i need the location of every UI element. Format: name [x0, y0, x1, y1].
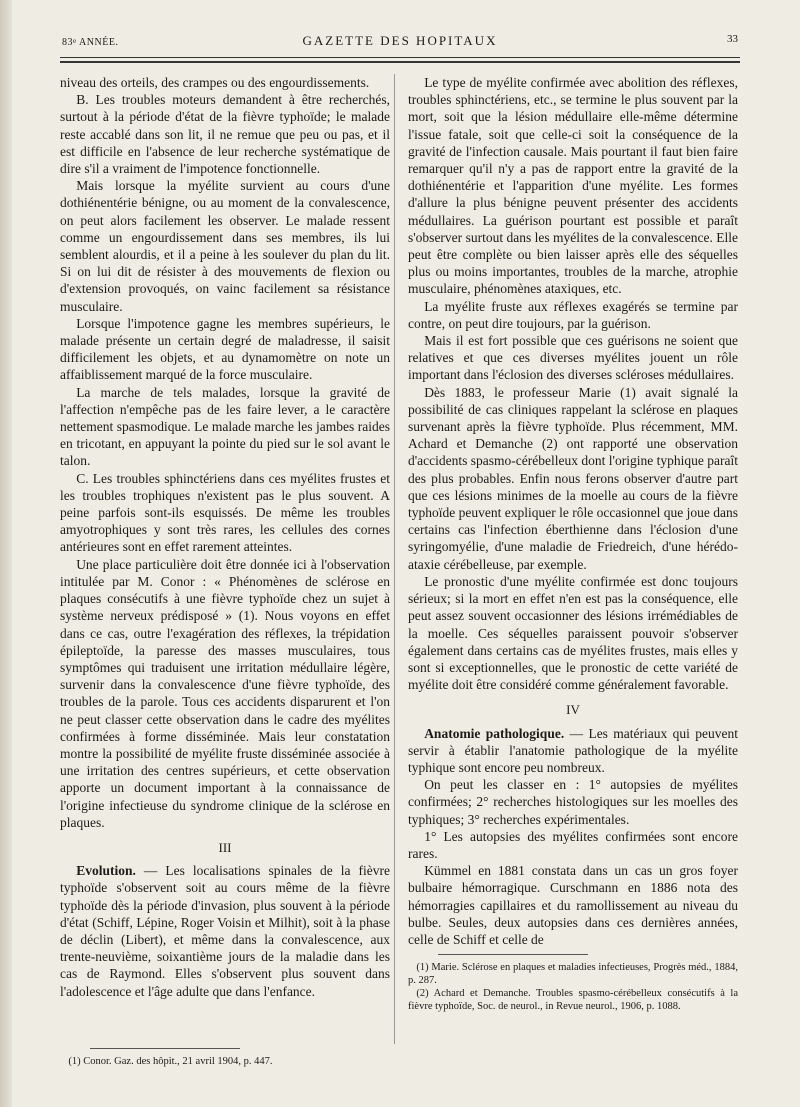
- footnote-rule: [438, 954, 588, 955]
- footnote-rule: [90, 1048, 240, 1049]
- section-heading: Anatomie pathologique.: [424, 725, 565, 741]
- paragraph: On peut les classer en : 1° autopsies de myélites confirmées; 2° recherches histologiques sur les moelles des typhiques; 3° recherches expérimentales.: [408, 777, 738, 827]
- paragraph: Mais lorsque la myélite survient au cours d'une dothiénentérie bénigne, ou au moment de la convalescence, on peut alors facilement les observer. Le malade ressent comme un engourdissement dans ses membres, ils lui semblent alourdis, et il a peine à les soulever du plan du lit. Si on lui dit de résister à des mouvements de flexion ou d'extension provoqués, on vainc facilement sa résistance musculaire.: [60, 178, 390, 314]
- paragraph: Une place particulière doit être donnée ici à l'observation intitulée par M. Conor : « Phénomènes de sclérose en plaques consécutifs à une fièvre typhoïde chez un sujet à système nerveux prédisposé » (1). Nous voyons en effet dans ce cas, outre l'exagération des réflexes, la trépidation épileptoïde, la paresse des masses musculaires, tous symptômes qui traduisent une irritation médullaire légère, survenir dans la convalescence d'une fièvre typhoïde, des troubles de la parole. Tous ces accidents disparurent et l'on ne peut classer cette observation dans le cadre des myélites confirmées à forme disséminée. Mais leur constatation montre la possibilité de myélite fruste disséminée associée à une irritation des centres supérieurs, et cette observation apporte un document important à la connaissance de l'origine infectieuse du syndrome clinique de la sclérose en plaques.: [60, 556, 390, 830]
- paragraph: Le pronostic d'une myélite confirmée est donc toujours sérieux; si la mort en effet n'en est pas la conséquence, elle peut assez souvent occasionner des lésions irrémédiables de la moelle. Ces séquelles paraissent pouvoir s'observer également dans certains cas de myélites frustes, mais elles y sont si exceptionnelles, que le pronostic de cette variété de myélite doit être considéré comme généralement favorable.: [408, 573, 738, 693]
- footnote: (2) Achard et Demanche. Troubles spasmo-cérébelleux consécutifs à la fièvre typhoïde, Soc. de neurol., in Revue neurol., 1906, p. 1088.: [408, 988, 738, 1013]
- journal-title: GAZETTE DES HOPITAUX: [302, 33, 498, 48]
- issue-label: 83e ANNÉE.: [62, 37, 119, 48]
- paragraph: B. Les troubles moteurs demandent à être recherchés, surtout à la période d'état de la fièvre typhoïde; le malade reste accablé dans son lit, il ne remue que peu ou pas, et il est difficile en l'absence de leur recherche systématique de dire s'il a vraiment de l'impotence fonctionnelle.: [60, 92, 390, 177]
- section-heading: Evolution.: [76, 863, 136, 879]
- paragraph: La marche de tels malades, lorsque la gravité de l'affection n'empêche pas de les faire lever, a le caractère nettement spasmodique. Le malade marche les jambes raides en tricotant, en appuyant la pointe du pied sur le sol avant le talon.: [60, 384, 390, 469]
- paragraph: Le type de myélite confirmée avec abolition des réflexes, troubles sphinctériens, etc., se termine le plus souvent par la mort, soit que la lésion médullaire elle-même détermine l'issue fatale, soit que celle-ci soit la conséquence de la gravité de l'infection causale. Mais pourtant il faut bien faire remarquer qu'il n'y a pas de rapport entre la gravité de la dothiénentérie et l'apparition d'une myélite. Les formes d'allure la plus bénigne peuvent présenter des accidents médullaires. La guérison pourtant est possible et paraît s'observer surtout dans les myélites de la convalescence. Elle peut être complète ou bien laisser après elle des séquelles plus ou moins importantes, troubles de la marche, atrophie musculaire, phénomènes ataxiques, etc.: [408, 75, 738, 297]
- section-number: III: [218, 839, 232, 855]
- paragraph: 1° Les autopsies des myélites confirmées sont encore rares.: [408, 828, 738, 861]
- footnote: (1) Conor. Gaz. des hôpit., 21 avril 1904, p. 447.: [68, 1056, 273, 1067]
- left-column: [60, 74, 390, 1000]
- paragraph: Anatomie pathologique. — Les matériaux qui peuvent servir à établir l'anatomie pathologique de la myélite typhique sont encore peu nombreux.: [408, 725, 739, 775]
- paragraph: Dès 1883, le professeur Marie (1) avait signalé la possibilité de cas cliniques rappelant la sclérose en plaques survenant après la fièvre typhoïde. Plus récemment, MM. Achard et Demanche (2) ont rapporté une observation d'accidents spasmo-cérébelleux dont l'origine typhique paraît des plus probables. Enfin nous ferons observer d'autre part que ces lésions minimes de la moelle au cours de la fièvre typhoïde peuvent expliquer le rôle occasionnel que joue dans certains cas l'infection éberthienne dans l'éclosion d'une syringomyélie, d'une maladie de Friedreich, d'une hérédo-ataxie cérébelleuse, par exemple.: [408, 384, 738, 572]
- footnote: (1) Marie. Sclérose en plaques et maladies infectieuses, Progrès méd., 1884, p. 287.: [408, 962, 738, 987]
- section-number: IV: [566, 702, 580, 718]
- page-gutter: [0, 0, 12, 1107]
- page-number: 33: [727, 33, 738, 45]
- paragraph: Kümmel en 1881 constata dans un cas un gros foyer bulbaire hémorragique. Curschmann en 1886 nota des hémorragies capillaires et du ramollissement au niveau du bulbe. Seules, deux autopsies dans ces dernières années, celle de Schiff et celle de: [408, 863, 738, 947]
- paragraph: La myélite fruste aux réflexes exagérés se termine par contre, on peut dire toujours, par la guérison.: [408, 298, 738, 331]
- right-column: [408, 74, 738, 1013]
- paragraph: Mais il est fort possible que ces guérisons ne soient que relatives et que ces diverses myélites jouent un rôle important dans l'éclosion des diverses scléroses médullaires.: [408, 333, 738, 383]
- paragraph: Lorsque l'impotence gagne les membres supérieurs, le malade présente un certain degré de maladresse, il saisit difficilement les objets, et au dynamomètre on note un affaiblissement marqué de la force musculaire.: [60, 315, 390, 383]
- paragraph: C. Les troubles sphinctériens dans ces myélites frustes et les troubles trophiques n'existent pas le plus souvent. A peine parfois sont-ils esquissés. De même les troubles amyotrophiques y sont très rares, les cellules des cornes antérieures sont en effet rarement atteintes.: [60, 470, 390, 555]
- paragraph: Evolution. — Les localisations spinales de la fièvre typhoïde s'observent soit au cours même de la fièvre typhoïde dès la période d'invasion, plus souvent à la période d'état (Schiff, Lépine, Roger Voisin et Milhit), soit à la phase de déclin (Libert), et même dans la convalescence, aux trente-neuvième, soixantième jours de la maladie dans les cas de Raymond. Elles s'observent plus souvent dans l'adolescence et l'âge adulte que dans l'enfance.: [60, 863, 390, 999]
- column-divider: [394, 74, 395, 1044]
- paragraph: niveau des orteils, des crampes ou des engourdissements.: [60, 75, 370, 90]
- header-rule-thick: [60, 61, 740, 63]
- header-rule: [60, 57, 740, 58]
- left-footnotes: [60, 1042, 390, 1068]
